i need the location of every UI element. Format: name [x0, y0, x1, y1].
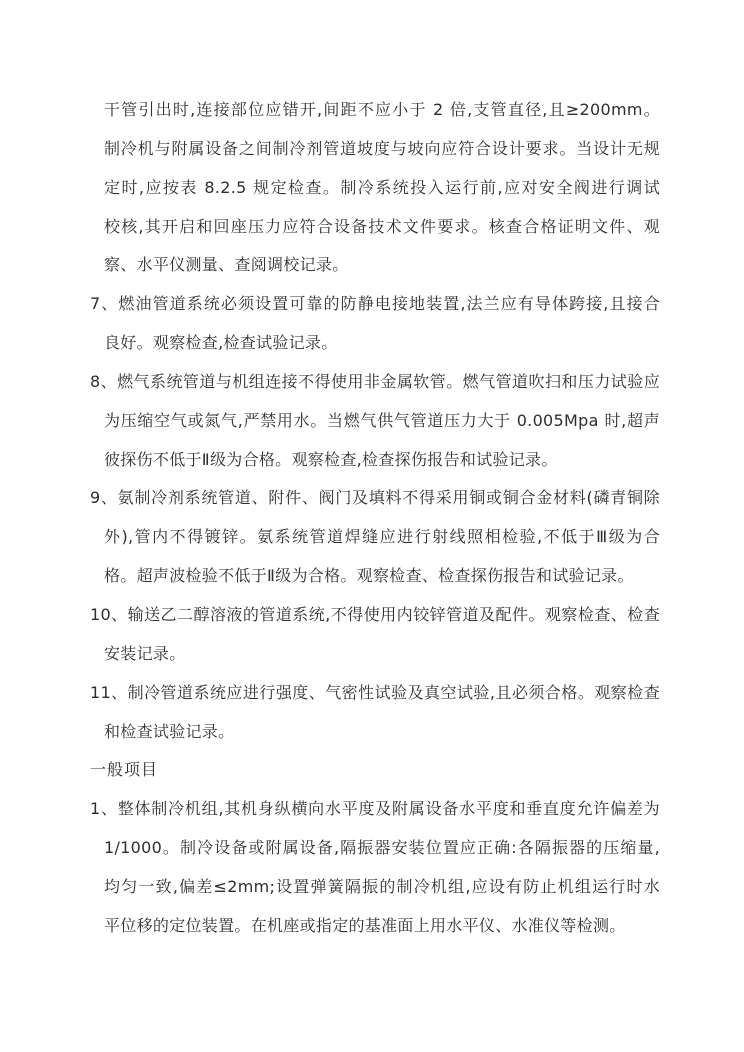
list-item-8: 8、燃气系统管道与机组连接不得使用非金属软管。燃气管道吹扫和压力试验应 [90, 371, 660, 391]
list-item-10: 10、输送乙二醇溶液的管道系统,不得使用内铰锌管道及配件。观察检查、检查 [90, 604, 660, 624]
text-line: 校核,其开启和回座压力应符合设备技术文件要求。核查合格证明文件、观 [104, 216, 660, 236]
list-item-1: 1、整体制冷机组,其机身纵横向水平度及附属设备水平度和垂直度允许偏差为 [90, 799, 660, 819]
text-line: 和检查试验记录。 [104, 721, 235, 741]
text-line: 察、水平仪测量、查阅调校记录。 [104, 255, 349, 275]
text-line: 彼探伤不低于Ⅱ级为合格。观察检查,检查探伤报告和试验记录。 [104, 449, 558, 469]
text-line: 1/1000。制冷设备或附属设备,隔振器安装位置应正确:各隔振器的压缩量, [104, 838, 660, 858]
text-line: 干管引出时,连接部位应错开,间距不应小于 2 倍,支管直径,且≥200mm。 [104, 100, 660, 119]
text-line: 均匀一致,偏差≤2mm;设置弹簧隔振的制冷机组,应设有防止机组运行时水 [104, 876, 660, 896]
text-line: 平位移的定位装置。在机座或指定的基准面上用水平仪、水准仪等检测。 [104, 915, 626, 935]
text-line: 良好。观察检查,检查试验记录。 [104, 333, 338, 353]
text-line: 格。超声波检验不低于Ⅱ级为合格。观察检查、检查探伤报告和试验记录。 [104, 566, 634, 586]
text-line: 为压缩空气或氮气,严禁用水。当燃气供气管道压力大于 0.005Mpa 时,超声 [104, 410, 660, 430]
document-text-block [90, 91, 660, 946]
text-line: 安装记录。 [104, 643, 186, 663]
section-heading: 一般项目 [90, 760, 159, 780]
list-item-9: 9、氨制冷剂系统管道、附件、阀门及填料不得采用铜或铜合金材料(磷青铜除 [90, 488, 660, 508]
list-item-7: 7、燃油管道系统必须设置可靠的防静电接地装置,法兰应有导体跨接,且接合 [90, 294, 660, 314]
text-line: 制冷机与附属设备之间制冷剂管道坡度与坡向应符合设计要求。当设计无规 [104, 138, 660, 158]
text-line: 外),管内不得镀锌。氨系统管道焊缝应进行射线照相检验,不低于Ⅲ级为合 [104, 527, 660, 547]
text-line: 定时,应按表 8.2.5 规定检查。制冷系统投入运行前,应对安全阀进行调试 [104, 177, 660, 197]
list-item-11: 11、制冷管道系统应进行强度、气密性试验及真空试验,且必须合格。观察检查 [90, 682, 660, 702]
